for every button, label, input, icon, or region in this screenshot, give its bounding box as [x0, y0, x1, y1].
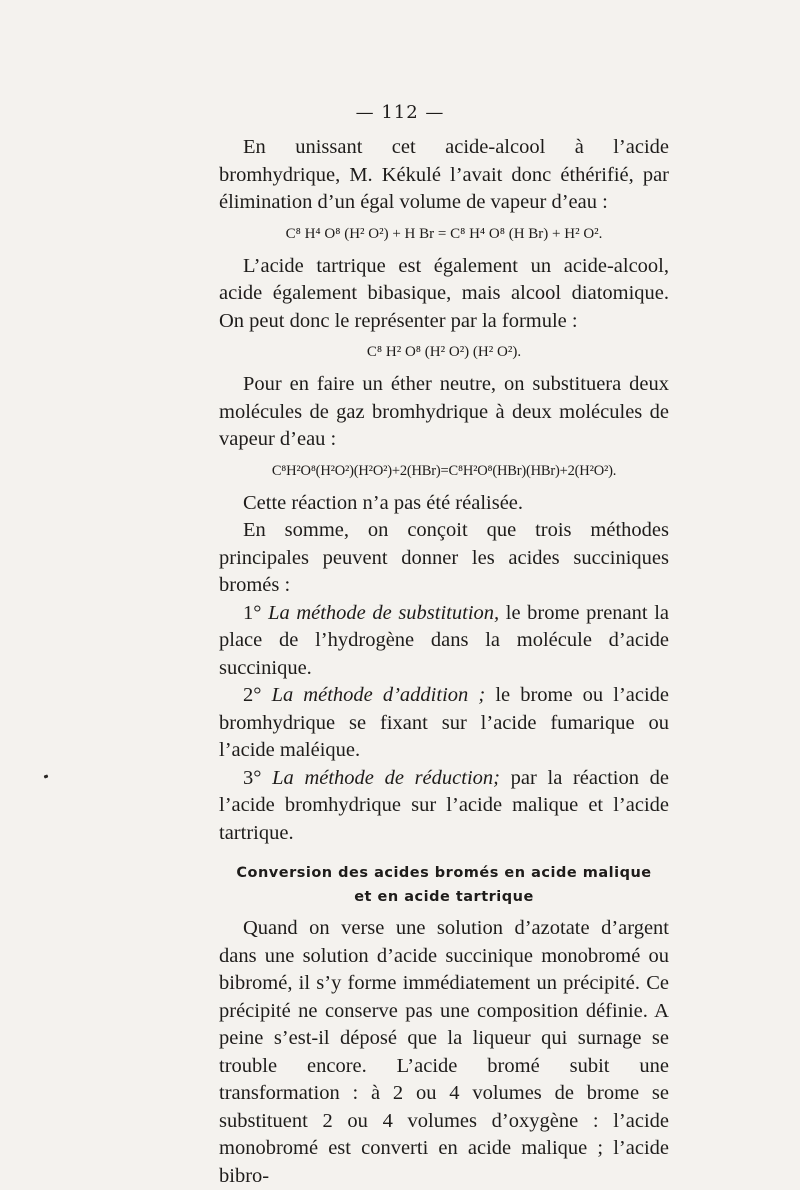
- item-title: La méthode d’addition ;: [271, 684, 486, 706]
- formula: C⁸H²O⁸(H²O²)(H²O²)+2(HBr)=C⁸H²O⁸(HBr)(HBr)+2(H²O²).: [271, 462, 617, 479]
- paragraph: Pour en faire un éther neutre, on substituera deux molécules de gaz bromhydrique à deux molécules de vapeur d’eau :: [219, 373, 669, 450]
- body-text: [219, 134, 669, 1190]
- method-item: [219, 682, 669, 765]
- page-number: — 112 —: [355, 102, 445, 123]
- paragraph: En unissant cet acide-alcool à l’acide bromhydrique, M. Kékulé l’avait donc éthérifié, par élimination d’un égal volume de vapeur d’eau :: [219, 136, 669, 213]
- item-text: le brome ou l’acide bromhydrique se fixant sur l’acide fumarique ou l’acide maléique.: [219, 684, 670, 761]
- paragraph: Cette réaction n’a pas été réalisée.: [243, 491, 524, 514]
- method-item: [219, 765, 669, 848]
- item-title: La méthode de substitution,: [268, 601, 500, 624]
- item-number: 3°: [243, 766, 262, 789]
- heading-line: Conversion des acides bromés en acide malique: [236, 865, 652, 881]
- paragraph: L’acide tartrique est également un acide-alcool, acide également bibasique, mais alcool diatomique. On peut donc le représenter par la formule :: [219, 254, 669, 332]
- heading-line: et en acide tartrique: [354, 889, 534, 905]
- item-title: La méthode de réduction;: [272, 766, 500, 789]
- item-text: le brome prenant la place de l’hydrogène dans la molécule d’acide succinique.: [219, 601, 669, 679]
- paragraph: En somme, on conçoit que trois méthodes principales peuvent donner les acides succiniques bromés :: [219, 519, 669, 596]
- formula: C⁸ H² O⁸ (H² O²) (H² O²).: [366, 344, 522, 360]
- paragraph: Quand on verse une solution d’azotate d’argent dans une solution d’acide succinique monobromé ou bibromé, il s’y forme immédiatement un précipité. Ce précipité ne conserve pas une composition définie. A peine s’est-il déposé que la liqueur qui surnage se trouble encore. L’acide bromé subit une transformation : à 2 ou 4 volumes de brome se substituent 2 ou 4 volumes d’oxygène : l’acide monobromé est converti en acide malique ; l’acide bibro-: [219, 917, 669, 1187]
- item-number: 2°: [243, 684, 262, 706]
- item-text: par la réaction de l’acide bromhydrique sur l’acide malique et l’acide tartrique.: [219, 766, 669, 844]
- ink-speck: [44, 774, 49, 778]
- method-item: [219, 600, 669, 683]
- item-number: 1°: [243, 601, 262, 624]
- formula: C⁸ H⁴ O⁸ (H² O²) + H Br = C⁸ H⁴ O⁸ (H Br) + H² O².: [285, 225, 603, 242]
- section-heading: [219, 861, 669, 909]
